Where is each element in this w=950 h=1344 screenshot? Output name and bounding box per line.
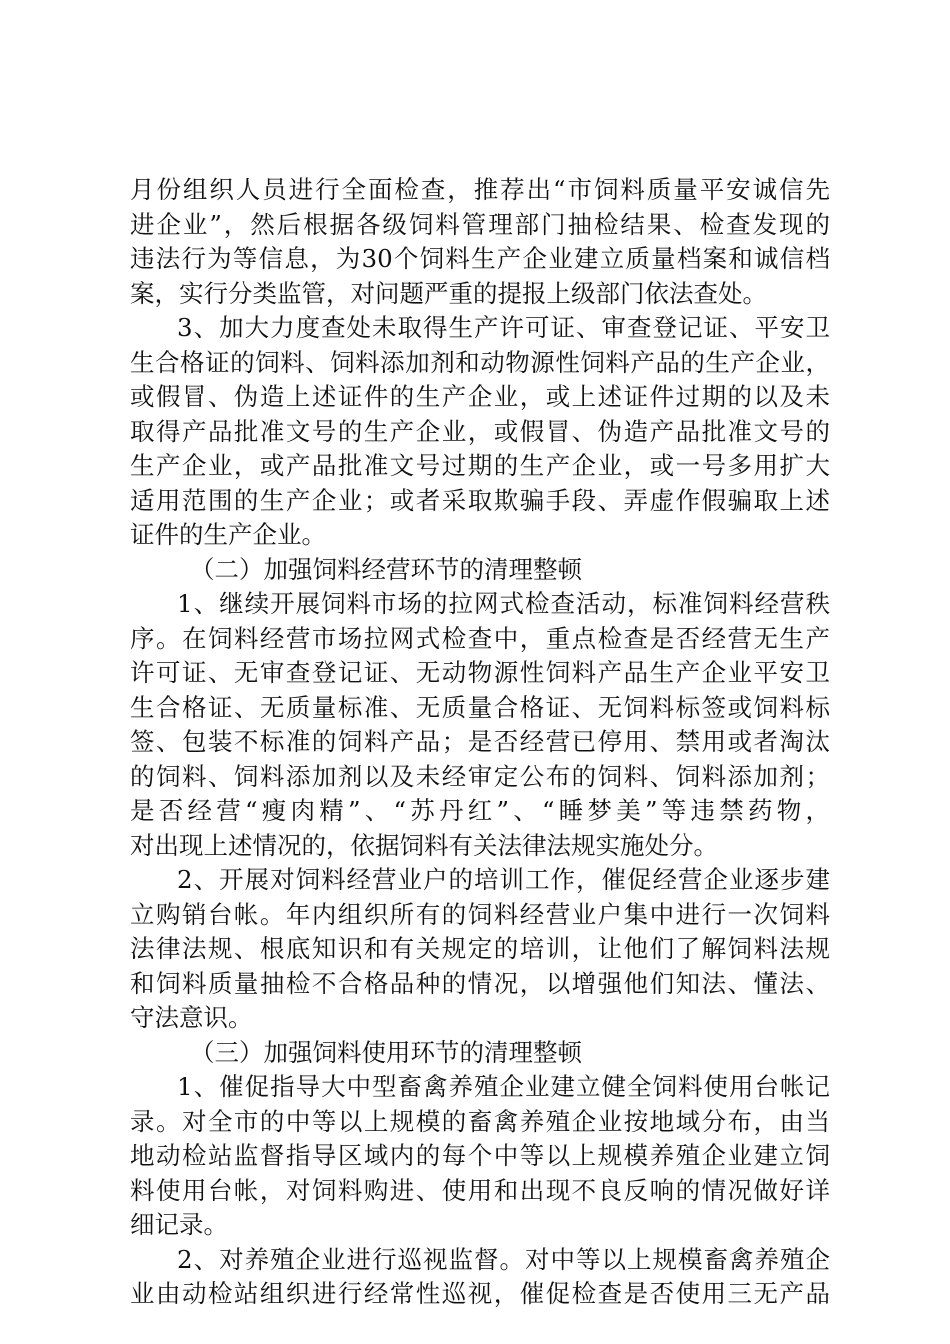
text-line: 2、开展对饲料经营业户的培训工作，催促经营企业逐步建 — [177, 865, 830, 894]
paragraph-item-2-training — [130, 863, 830, 1036]
text-line: 生产企业，或产品批准文号过期的生产企业，或一号多用扩大 — [130, 451, 830, 480]
paragraph-continuation — [130, 173, 830, 311]
text-line: 细记录。 — [130, 1210, 228, 1239]
text-line: 1、继续开展饲料市场的拉网式检查活动，标准饲料经营秩 — [177, 589, 830, 618]
text-line: 法律法规、根底知识和有关规定的培训，让他们了解饲料法规 — [130, 934, 830, 963]
text-line: 月份组织人员进行全面检查，推荐出“市饲料质量平安诚信先 — [130, 175, 830, 204]
text-line: 地动检站监督指导区域内的每个中等以上规模养殖企业建立饲 — [130, 1141, 830, 1170]
text-line: 1、催促指导大中型畜禽养殖企业建立健全饲料使用台帐记 — [177, 1072, 830, 1101]
paragraph-item-1-market — [130, 587, 830, 863]
text-line: 录。对全市的中等以上规模的畜禽养殖企业按地域分布，由当 — [130, 1106, 830, 1136]
section-heading-2: （二）加强饲料经营环节的清理整顿 — [190, 554, 582, 584]
text-line: 立购销台帐。年内组织所有的饲料经营业户集中进行一次饲料 — [130, 899, 830, 929]
text-line: 守法意识。 — [130, 1003, 253, 1032]
text-line: 许可证、无审查登记证、无动物源性饲料产品生产企业平安卫 — [130, 658, 830, 687]
paragraph-item-1-usage — [130, 1070, 830, 1243]
text-line: 是否经营“瘦肉精”、“苏丹红”、“睡梦美”等违禁药物， — [130, 796, 830, 825]
text-line: 取得产品批准文号的生产企业，或假冒、伪造产品批准文号的 — [130, 416, 830, 446]
text-line: 和饲料质量抽检不合格品种的情况，以增强他们知法、懂法、 — [130, 968, 830, 998]
text-line: 生合格证的饲料、饲料添加剂和动物源性饲料产品的生产企业， — [130, 347, 830, 377]
text-line: 对出现上述情况的，依据饲料有关法律法规实施处分。 — [130, 830, 718, 860]
text-line: 生合格证、无质量标准、无质量合格证、无饲料标签或饲料标 — [130, 692, 830, 722]
document-page — [130, 173, 830, 1312]
text-line: 业由动检站组织进行经常性巡视，催促检查是否使用三无产品 — [130, 1279, 830, 1308]
text-line: 进企业”，然后根据各级饲料管理部门抽检结果、检查发现的 — [130, 209, 830, 239]
text-line: 签、包装不标准的饲料产品；是否经营已停用、禁用或者淘汰 — [130, 727, 830, 756]
text-line: 适用范围的生产企业；或者采取欺骗手段、弄虚作假骗取上述 — [130, 485, 830, 515]
text-line: 或假冒、伪造上述证件的生产企业，或上述证件过期的以及未 — [130, 382, 830, 411]
text-line: 证件的生产企业。 — [130, 520, 326, 549]
paragraph-item-3-production — [130, 311, 830, 553]
text-line: 料使用台帐，对饲料购进、使用和出现不良反响的情况做好详 — [130, 1175, 830, 1205]
section-heading-3: （三）加强饲料使用环节的清理整顿 — [190, 1037, 582, 1067]
text-line: 的饲料、饲料添加剂以及未经审定公布的饲料、饲料添加剂； — [130, 761, 830, 791]
paragraph-item-2-inspection — [130, 1243, 830, 1312]
text-line: 序。在饲料经营市场拉网式检查中，重点检查是否经营无生产 — [130, 623, 830, 653]
text-line: 案，实行分类监管，对问题严重的提报上级部门依法查处。 — [130, 278, 767, 308]
text-line: 2、对养殖企业进行巡视监督。对中等以上规模畜禽养殖企 — [177, 1244, 830, 1274]
text-line: 违法行为等信息，为30个饲料生产企业建立质量档案和诚信档 — [130, 244, 830, 273]
text-line: 3、加大力度查处未取得生产许可证、审查登记证、平安卫 — [177, 313, 830, 342]
